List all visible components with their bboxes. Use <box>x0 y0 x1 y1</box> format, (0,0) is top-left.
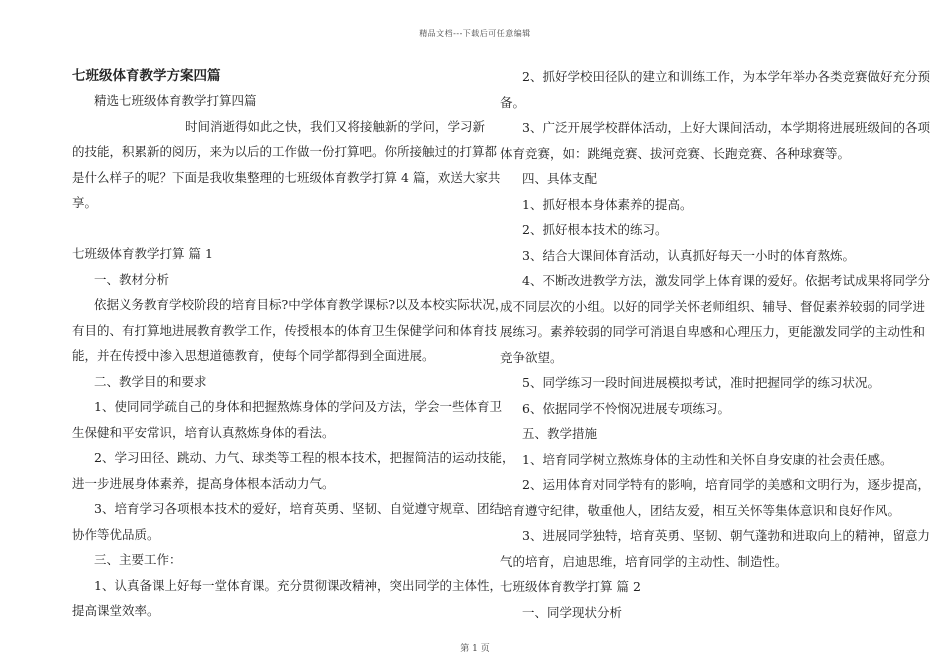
body-text-line: 一、教材分析 <box>94 271 170 287</box>
body-text-line: 3、进展同学独特，培育英勇、坚韧、朝气蓬勃和进取向上的精神，留意力 <box>522 528 930 543</box>
body-text-line: 体育竞赛，如：跳绳竞赛、拔河竞赛、长跑竞赛、各种球赛等。 <box>500 145 851 161</box>
body-text-line: 2、学习田径、跳动、力气、球类等工程的根本技术，把握简洁的运动技能， <box>94 450 515 465</box>
body-text-line: 二、教学目的和要求 <box>94 373 207 389</box>
body-text-line: 协作等优品质。 <box>72 526 160 542</box>
left-column <box>72 64 515 624</box>
body-text-line: 6、依据同学不怜悯况进展专项练习。 <box>522 400 730 416</box>
section-title: 七班级体育教学打算 篇 1 <box>72 246 213 261</box>
body-text-line: 2、抓好根本技术的练习。 <box>522 222 668 237</box>
body-text-line: 生保健和平安常识，培育认真熬炼身体的看法。 <box>72 424 335 440</box>
body-text-line: 竞争欲望。 <box>500 349 563 365</box>
body-text-line: 七班级体育教学打算 篇 2 <box>500 579 641 594</box>
body-text-line: 1、抓好根本身体素养的提高。 <box>522 196 693 212</box>
body-text-line: 培育遵守纪律，敬重他人，团结友爱，相互关怀等集体意识和良好作风。 <box>500 502 901 518</box>
body-text-line: 成不同层次的小组。以好的同学关怀老师组织、辅导、督促素养较弱的同学进 <box>500 298 926 314</box>
intro-paragraph-line: 的技能，积累新的阅历，来为以后的工作做一份打算吧。你所接触过的打算都 <box>72 144 498 159</box>
body-text-line: 1、使同同学疏自己的身体和把握熬炼身体的学问及方法，学会一些体育卫 <box>94 399 502 414</box>
right-body <box>500 64 930 625</box>
body-text-line: 五、教学措施 <box>522 426 598 441</box>
body-text-line: 备。 <box>500 94 526 110</box>
body-text-line: 有目的、有打算地进展教育教学工作，传授根本的体育卫生保健学问和体育技 <box>72 322 498 338</box>
body-text-line: 三、主要工作： <box>94 552 182 567</box>
right-column <box>500 64 930 625</box>
body-text-line: 依据义务教育学校阶段的培育目标?中学体育教学课标?以及本校实际状况， <box>94 297 508 312</box>
body-text-line: 1、认真备课上好每一堂体育课。充分贯彻课改精神，突出同学的主体性， <box>94 577 502 593</box>
body-text-line: 2、运用体育对同学特有的影响，培育同学的美感和文明行为，逐步提高， <box>522 477 930 492</box>
body-text-line: 提高课堂效率。 <box>72 603 160 618</box>
body-text-line: 进一步进展身体素养，提高身体根本活动力气。 <box>72 475 335 491</box>
body-text-line: 展练习。素养较弱的同学可消退自卑感和心理压力，更能激发同学的主动性和 <box>500 324 926 339</box>
body-text-line: 四、具体支配 <box>522 171 598 186</box>
page-header: 精品文档---下载后可任意编辑 <box>419 29 531 38</box>
body-text-line: 一、同学现状分析 <box>522 604 623 620</box>
body-text-line: 4、不断改进教学方法，激发同学上体育课的爱好。依据考试成果将同学分 <box>522 273 930 288</box>
document-title: 七班级体育教学方案四篇 <box>72 68 221 84</box>
body-text-line: 1、培育同学树立熬炼身体的主动性和关怀自身安康的社会责任感。 <box>522 451 893 467</box>
body-text-line: 3、结合大课间体育活动，认真抓好每天一小时的体育熬炼。 <box>522 247 855 263</box>
body-text-line: 3、培育学习各项根本技术的爱好，培育英勇、坚韧、自觉遵守规章、团结 <box>94 501 502 516</box>
body-text-line: 2、抓好学校田径队的建立和训练工作，为本学年举办各类竞赛做好充分预 <box>522 69 930 84</box>
intro-paragraph-line: 是什么样子的呢？下面是我收集整理的七班级体育教学打算 4 篇，欢送大家共 <box>72 169 501 185</box>
intro-paragraph-line: 享。 <box>72 195 98 210</box>
body-text-line: 能，并在传授中渗入思想道德教育，使每个同学都得到全面进展。 <box>72 348 435 363</box>
body-text-line: 3、广泛开展学校群体活动，上好大课间活动，本学期将进展班级间的各项 <box>522 120 930 135</box>
body-text-line: 5、同学练习一段时间进展模拟考试，准时把握同学的练习状况。 <box>522 375 880 390</box>
page-footer: 第 1 页 <box>460 644 490 654</box>
intro-subtitle: 精选七班级体育教学打算四篇 <box>94 93 257 108</box>
left-body <box>72 267 515 624</box>
body-text-line: 气的培育，启迪思维，培育同学的主动性、制造性。 <box>500 553 788 569</box>
spacer <box>72 216 467 242</box>
intro-paragraph-line: 时间消逝得如此之快，我们又将接触新的学问，学习新 <box>185 118 486 134</box>
